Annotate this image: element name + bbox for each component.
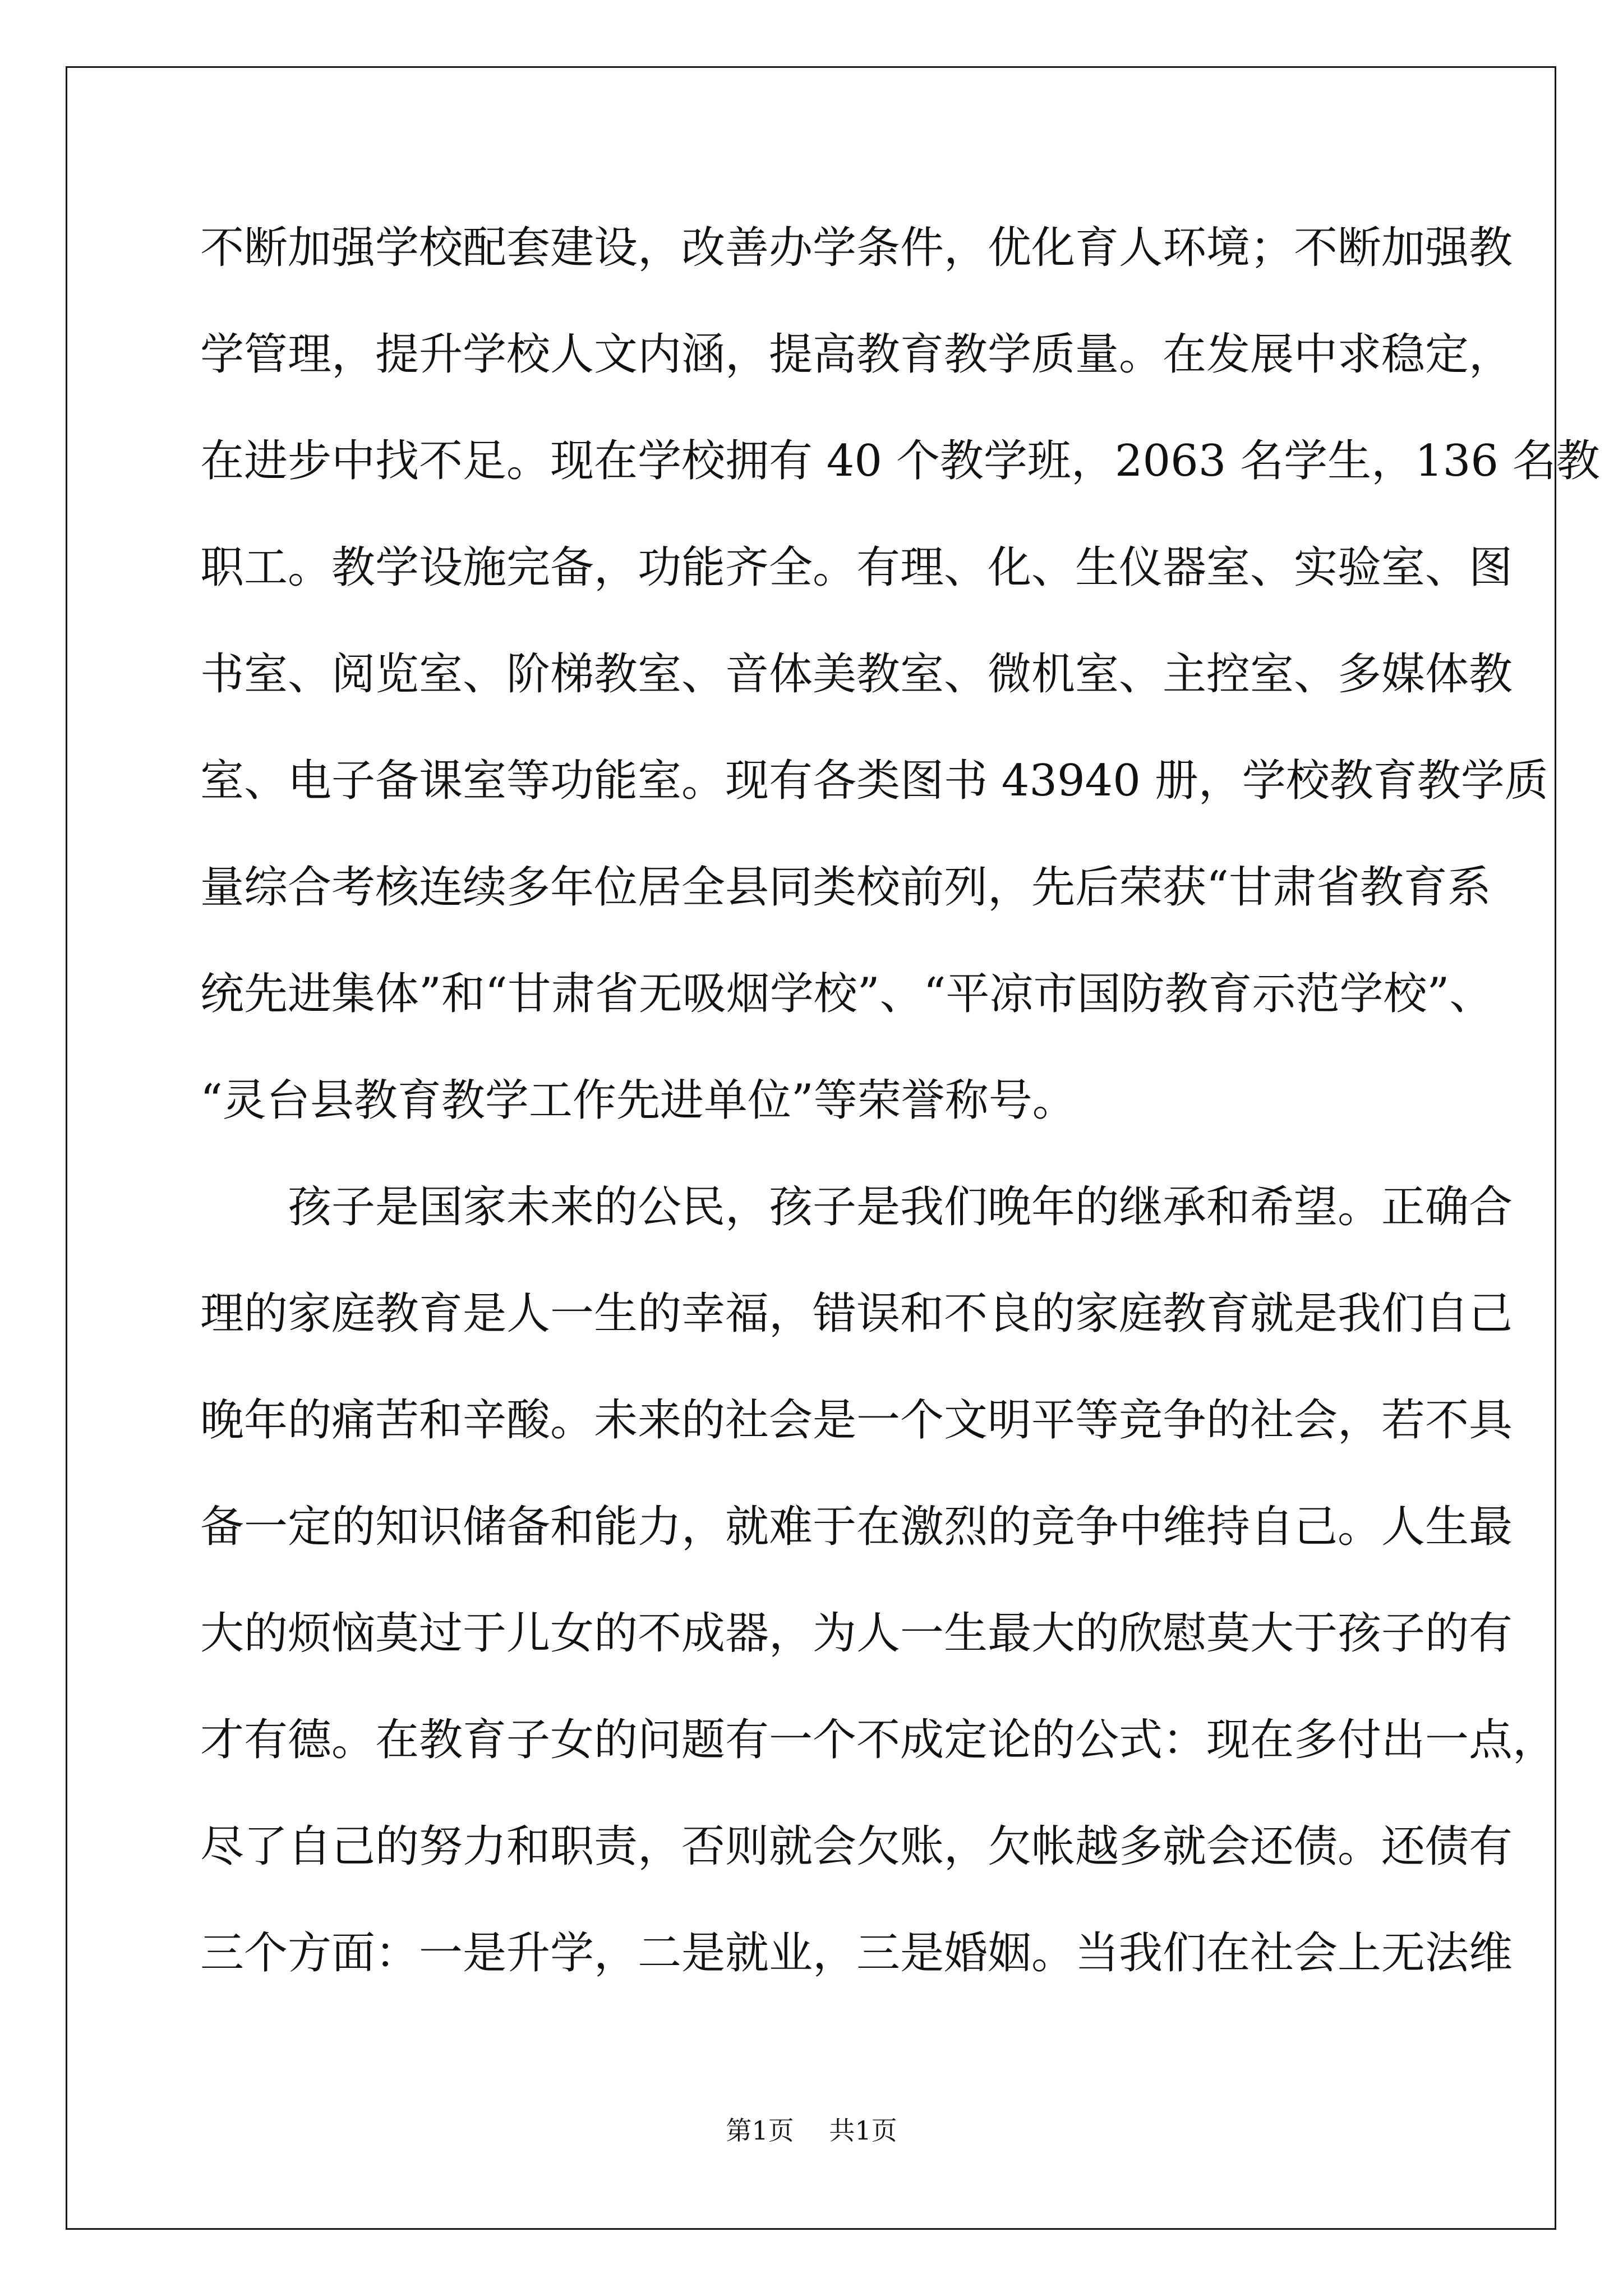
text-line: 室、电子备课室等功能室。现有各类图书 43940 册，学校教育教学质	[200, 756, 1548, 806]
page-footer	[0, 2114, 1623, 2147]
paragraph-1	[200, 220, 1600, 1179]
text-line: 才有德。在教育子女的问题有一个不成定论的公式：现在多付出一点，	[200, 1715, 1557, 1765]
text-line: “灵台县教育教学工作先进单位”等荣誉称号。	[200, 1075, 1076, 1126]
text-line: 在进步中找不足。现在学校拥有 40 个教学班，2063 名学生，136 名教	[200, 436, 1600, 486]
text-line: 备一定的知识储备和能力，就难于在激烈的竞争中维持自己。人生最	[200, 1502, 1513, 1552]
paragraph-2	[200, 1179, 1557, 2032]
page-total: 共1页	[829, 2115, 897, 2146]
text-line: 职工。教学设施完备，功能齐全。有理、化、生仪器室、实验室、图	[200, 542, 1513, 593]
text-line: 学管理，提升学校人文内涵，提高教育教学质量。在发展中求稳定，	[200, 329, 1513, 380]
text-line: 晚年的痛苦和辛酸。未来的社会是一个文明平等竞争的社会，若不具	[200, 1395, 1513, 1446]
text-line: 尽了自己的努力和职责，否则就会欠账，欠帐越多就会还债。还债有	[200, 1821, 1513, 1872]
text-line: 理的家庭教育是人一生的幸福，错误和不良的家庭教育就是我们自己	[200, 1289, 1513, 1339]
text-line: 大的烦恼莫过于儿女的不成器，为人一生最大的欣慰莫大于孩子的有	[200, 1608, 1513, 1659]
page-number: 第1页	[726, 2115, 794, 2146]
text-line: 量综合考核连续多年位居全县同类校前列，先后荣获“甘肃省教育系	[200, 862, 1491, 913]
document-body	[200, 220, 1600, 2032]
text-line: 书室、阅览室、阶梯教室、音体美教室、微机室、主控室、多媒体教	[200, 649, 1513, 700]
text-line: 不断加强学校配套建设，改善办学条件，优化育人环境；不断加强教	[200, 223, 1513, 273]
text-line: 三个方面：一是升学，二是就业，三是婚姻。当我们在社会上无法维	[200, 1928, 1513, 1978]
text-line: 孩子是国家未来的公民，孩子是我们晚年的继承和希望。正确合	[288, 1182, 1513, 1232]
text-line: 统先进集体”和“甘肃省无吸烟学校”、“平凉市国防教育示范学校”、	[200, 969, 1493, 1019]
